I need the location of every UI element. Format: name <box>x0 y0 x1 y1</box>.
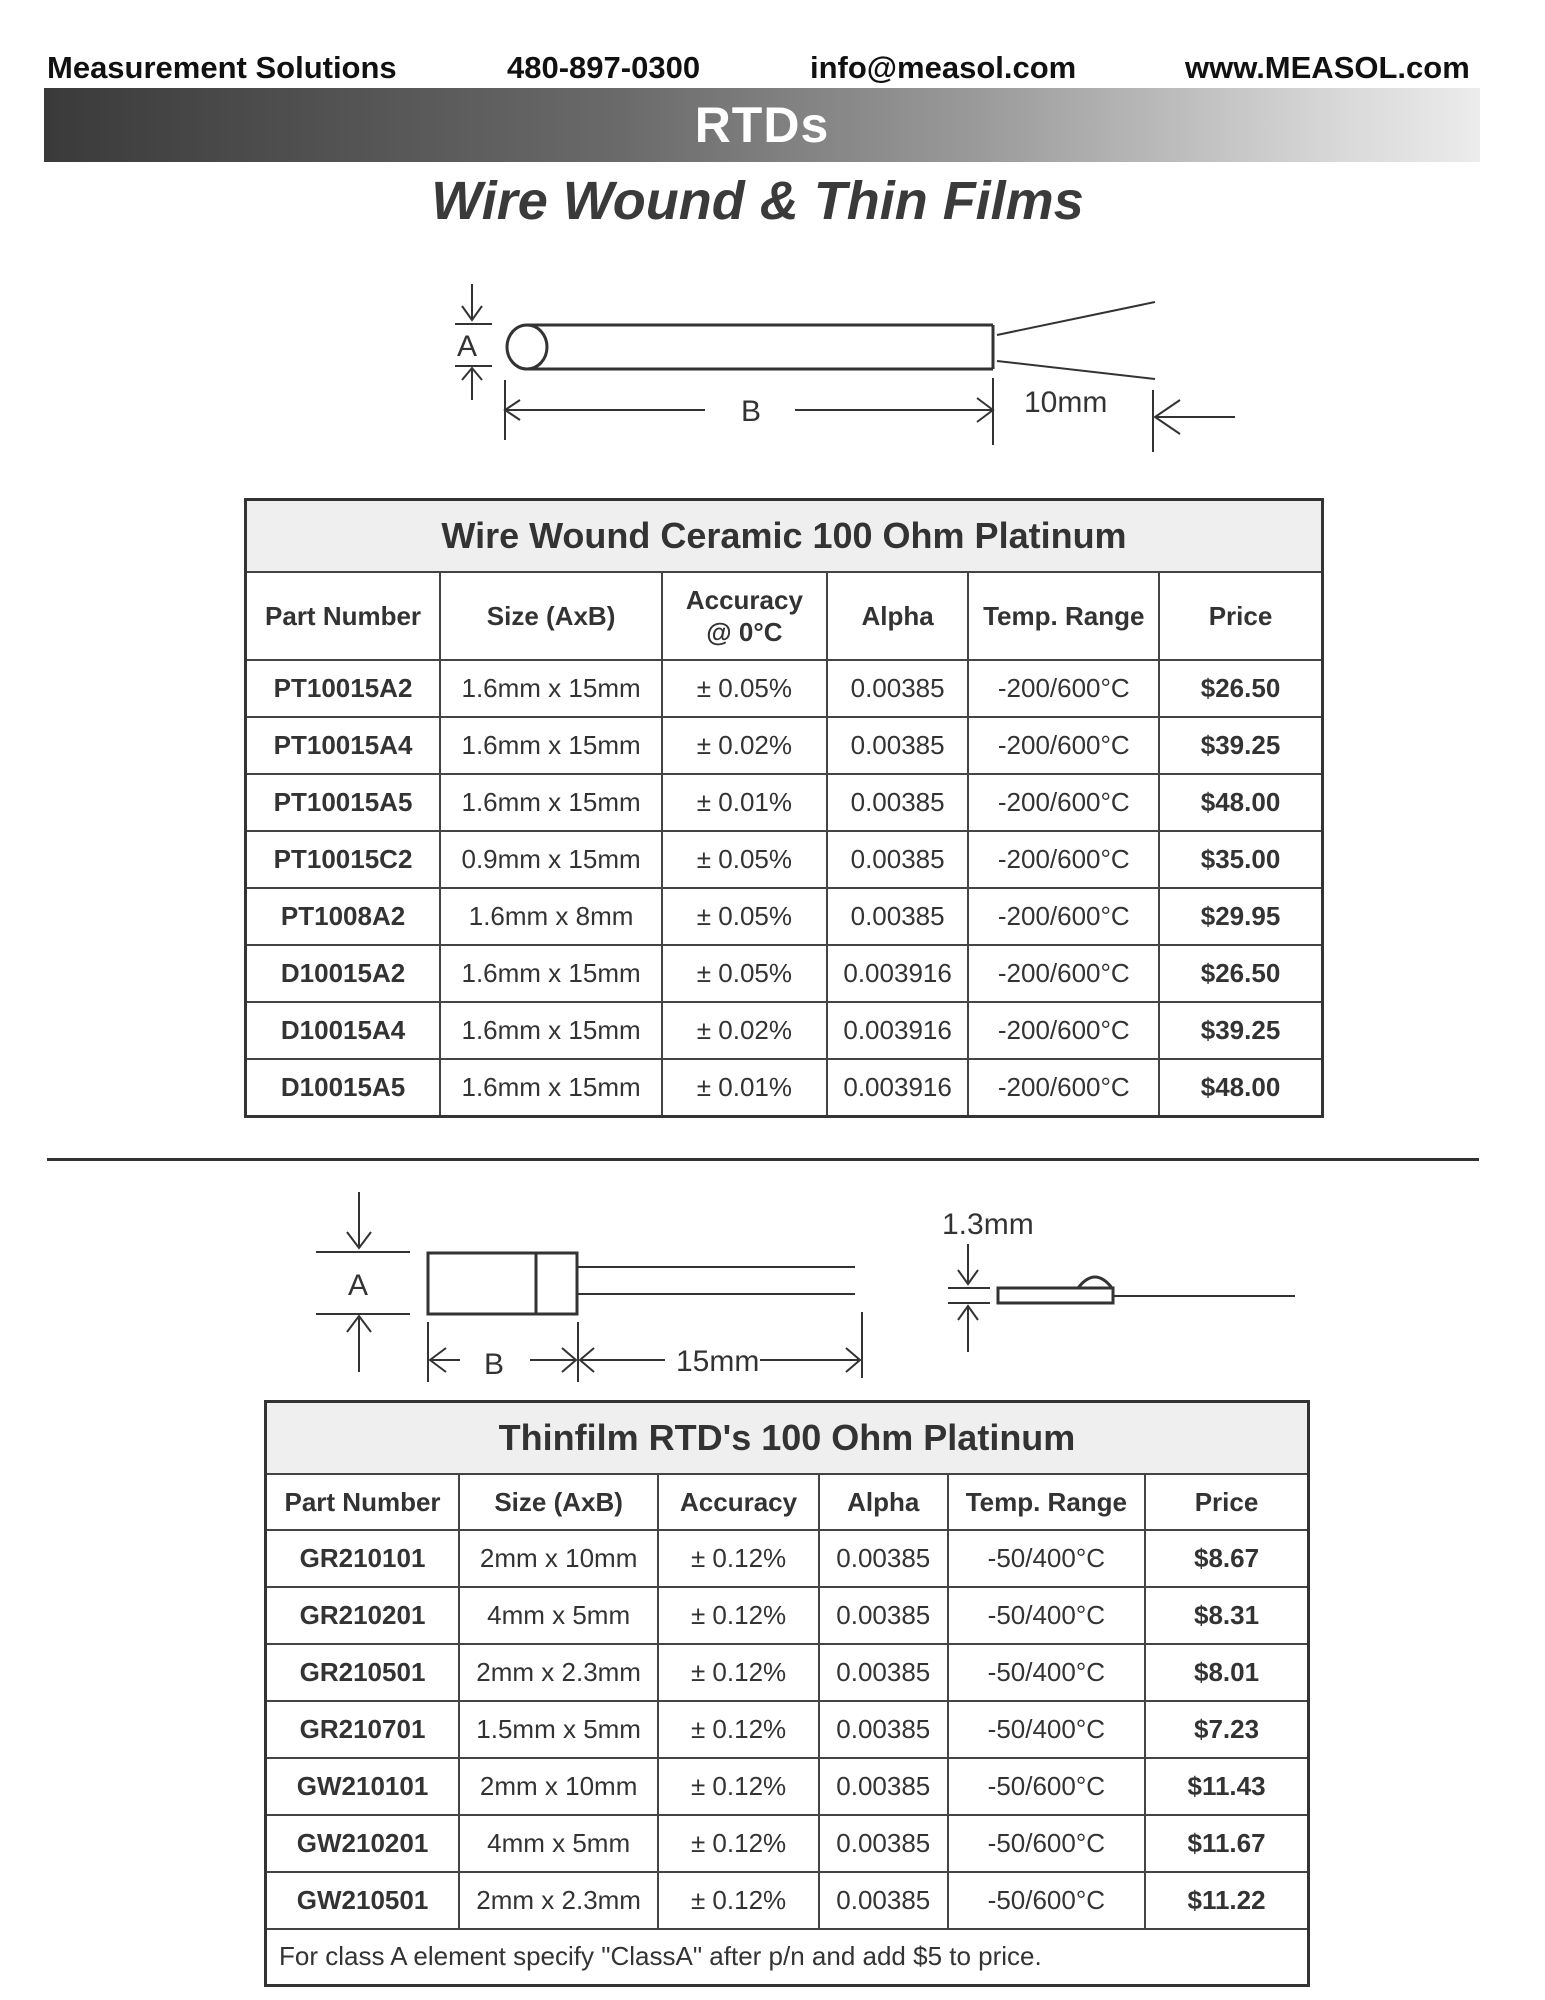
price-cell: $26.50 <box>1159 945 1322 1002</box>
temp-range-cell: -200/600°C <box>968 945 1159 1002</box>
price-cell: $11.22 <box>1145 1872 1308 1929</box>
accuracy-cell: ± 0.02% <box>662 1002 827 1059</box>
price-cell: $7.23 <box>1145 1701 1308 1758</box>
page-subtitle: Wire Wound & Thin Films <box>431 171 1084 231</box>
wirewound-diagram <box>0 280 1545 460</box>
alpha-cell: 0.003916 <box>827 1002 969 1059</box>
size-cell: 4mm x 5mm <box>459 1587 658 1644</box>
thinfilm-table-title: Thinfilm RTD's 100 Ohm Platinum <box>266 1402 1309 1475</box>
size-cell: 2mm x 10mm <box>459 1530 658 1587</box>
alpha-cell: 0.00385 <box>819 1758 948 1815</box>
page-header <box>47 50 1477 90</box>
size-cell: 1.6mm x 8mm <box>440 888 662 945</box>
size-cell: 1.6mm x 15mm <box>440 1002 662 1059</box>
table-row <box>266 1587 1309 1644</box>
accuracy-cell: ± 0.12% <box>658 1815 819 1872</box>
price-cell: $48.00 <box>1159 1059 1322 1116</box>
temp-range-cell: -50/400°C <box>948 1587 1145 1644</box>
part-number-cell: GW210101 <box>266 1758 460 1815</box>
diagram1-label-lead: 10mm <box>1024 386 1108 419</box>
accuracy-cell: ± 0.12% <box>658 1644 819 1701</box>
column-header: Temp. Range <box>968 572 1159 660</box>
thinfilm-diagram <box>0 1190 1545 1380</box>
size-cell: 1.6mm x 15mm <box>440 945 662 1002</box>
diagram2-label-thickness: 1.3mm <box>942 1208 1034 1241</box>
temp-range-cell: -200/600°C <box>968 1002 1159 1059</box>
table-row <box>266 1815 1309 1872</box>
column-header: Size (AxB) <box>459 1474 658 1530</box>
accuracy-cell: ± 0.05% <box>662 945 827 1002</box>
table-row <box>246 774 1323 831</box>
price-cell: $11.43 <box>1145 1758 1308 1815</box>
part-number-cell: PT10015A5 <box>246 774 441 831</box>
column-header: Alpha <box>827 572 969 660</box>
temp-range-cell: -50/400°C <box>948 1644 1145 1701</box>
alpha-cell: 0.00385 <box>827 888 969 945</box>
column-header: Alpha <box>819 1474 948 1530</box>
accuracy-cell: ± 0.12% <box>658 1530 819 1587</box>
price-cell: $11.67 <box>1145 1815 1308 1872</box>
price-cell: $48.00 <box>1159 774 1322 831</box>
alpha-cell: 0.00385 <box>819 1587 948 1644</box>
alpha-cell: 0.00385 <box>819 1872 948 1929</box>
title-banner <box>44 88 1480 162</box>
table-row <box>266 1530 1309 1587</box>
thinfilm-header-row <box>266 1474 1309 1530</box>
diagram1-label-a: A <box>457 330 478 363</box>
column-header: Part Number <box>246 572 441 660</box>
accuracy-cell: ± 0.12% <box>658 1587 819 1644</box>
temp-range-cell: -200/600°C <box>968 717 1159 774</box>
table-row <box>266 1701 1309 1758</box>
column-header: Accuracy @ 0°C <box>662 572 827 660</box>
alpha-cell: 0.00385 <box>827 660 969 717</box>
diagram2-label-a: A <box>348 1269 369 1302</box>
banner-title: RTDs <box>694 97 830 153</box>
email-link[interactable]: info@measol.com <box>810 50 1077 85</box>
table-row <box>246 888 1323 945</box>
part-number-cell: GR210501 <box>266 1644 460 1701</box>
accuracy-cell: ± 0.05% <box>662 831 827 888</box>
alpha-cell: 0.00385 <box>827 831 969 888</box>
column-header: Size (AxB) <box>440 572 662 660</box>
part-number-cell: GW210501 <box>266 1872 460 1929</box>
size-cell: 1.6mm x 15mm <box>440 1059 662 1116</box>
website-link[interactable]: www.MEASOL.com <box>1185 50 1470 85</box>
temp-range-cell: -200/600°C <box>968 774 1159 831</box>
column-header: Accuracy <box>658 1474 819 1530</box>
accuracy-cell: ± 0.05% <box>662 888 827 945</box>
alpha-cell: 0.003916 <box>827 1059 969 1116</box>
column-header: Price <box>1159 572 1322 660</box>
thinfilm-table <box>264 1400 1310 1987</box>
thinfilm-footnote: For class A element specify "ClassA" after p/n and add $5 to price. <box>266 1929 1309 1985</box>
part-number-cell: PT1008A2 <box>246 888 441 945</box>
wirewound-header-row <box>246 572 1323 660</box>
size-cell: 2mm x 2.3mm <box>459 1872 658 1929</box>
price-cell: $39.25 <box>1159 717 1322 774</box>
temp-range-cell: -50/600°C <box>948 1758 1145 1815</box>
price-cell: $8.67 <box>1145 1530 1308 1587</box>
part-number-cell: GR210701 <box>266 1701 460 1758</box>
alpha-cell: 0.00385 <box>819 1701 948 1758</box>
size-cell: 1.6mm x 15mm <box>440 774 662 831</box>
table-row <box>246 1002 1323 1059</box>
section-divider <box>47 1158 1479 1161</box>
diagram2-label-lead: 15mm <box>676 1345 760 1378</box>
company-name: Measurement Solutions <box>47 50 397 85</box>
part-number-cell: D10015A4 <box>246 1002 441 1059</box>
part-number-cell: GR210201 <box>266 1587 460 1644</box>
alpha-cell: 0.00385 <box>819 1815 948 1872</box>
temp-range-cell: -200/600°C <box>968 660 1159 717</box>
price-cell: $8.01 <box>1145 1644 1308 1701</box>
alpha-cell: 0.00385 <box>827 717 969 774</box>
diagram2-label-b: B <box>484 1348 505 1381</box>
temp-range-cell: -50/600°C <box>948 1872 1145 1929</box>
table-row <box>246 717 1323 774</box>
temp-range-cell: -200/600°C <box>968 1059 1159 1116</box>
table-row <box>246 1059 1323 1116</box>
alpha-cell: 0.00385 <box>827 774 969 831</box>
part-number-cell: PT10015A2 <box>246 660 441 717</box>
table-row <box>246 660 1323 717</box>
price-cell: $8.31 <box>1145 1587 1308 1644</box>
alpha-cell: 0.003916 <box>827 945 969 1002</box>
part-number-cell: GR210101 <box>266 1530 460 1587</box>
part-number-cell: PT10015C2 <box>246 831 441 888</box>
size-cell: 0.9mm x 15mm <box>440 831 662 888</box>
temp-range-cell: -50/400°C <box>948 1530 1145 1587</box>
part-number-cell: D10015A5 <box>246 1059 441 1116</box>
size-cell: 2mm x 10mm <box>459 1758 658 1815</box>
accuracy-cell: ± 0.12% <box>658 1701 819 1758</box>
wirewound-table-title: Wire Wound Ceramic 100 Ohm Platinum <box>246 500 1323 573</box>
size-cell: 1.5mm x 5mm <box>459 1701 658 1758</box>
diagram1-label-b: B <box>741 395 762 428</box>
table-row <box>246 945 1323 1002</box>
accuracy-cell: ± 0.12% <box>658 1872 819 1929</box>
size-cell: 4mm x 5mm <box>459 1815 658 1872</box>
temp-range-cell: -50/600°C <box>948 1815 1145 1872</box>
price-cell: $39.25 <box>1159 1002 1322 1059</box>
accuracy-cell: ± 0.05% <box>662 660 827 717</box>
wirewound-table <box>244 498 1324 1118</box>
table-row <box>266 1758 1309 1815</box>
alpha-cell: 0.00385 <box>819 1644 948 1701</box>
size-cell: 2mm x 2.3mm <box>459 1644 658 1701</box>
price-cell: $26.50 <box>1159 660 1322 717</box>
accuracy-cell: ± 0.01% <box>662 1059 827 1116</box>
size-cell: 1.6mm x 15mm <box>440 717 662 774</box>
accuracy-cell: ± 0.12% <box>658 1758 819 1815</box>
temp-range-cell: -200/600°C <box>968 888 1159 945</box>
size-cell: 1.6mm x 15mm <box>440 660 662 717</box>
table-row <box>266 1644 1309 1701</box>
temp-range-cell: -50/400°C <box>948 1701 1145 1758</box>
column-header: Part Number <box>266 1474 460 1530</box>
column-header: Price <box>1145 1474 1308 1530</box>
table-row <box>246 831 1323 888</box>
accuracy-cell: ± 0.02% <box>662 717 827 774</box>
accuracy-cell: ± 0.01% <box>662 774 827 831</box>
temp-range-cell: -200/600°C <box>968 831 1159 888</box>
part-number-cell: D10015A2 <box>246 945 441 1002</box>
phone-number[interactable]: 480-897-0300 <box>507 50 701 85</box>
price-cell: $29.95 <box>1159 888 1322 945</box>
alpha-cell: 0.00385 <box>819 1530 948 1587</box>
part-number-cell: PT10015A4 <box>246 717 441 774</box>
price-cell: $35.00 <box>1159 831 1322 888</box>
part-number-cell: GW210201 <box>266 1815 460 1872</box>
column-header: Temp. Range <box>948 1474 1145 1530</box>
table-row <box>266 1872 1309 1929</box>
